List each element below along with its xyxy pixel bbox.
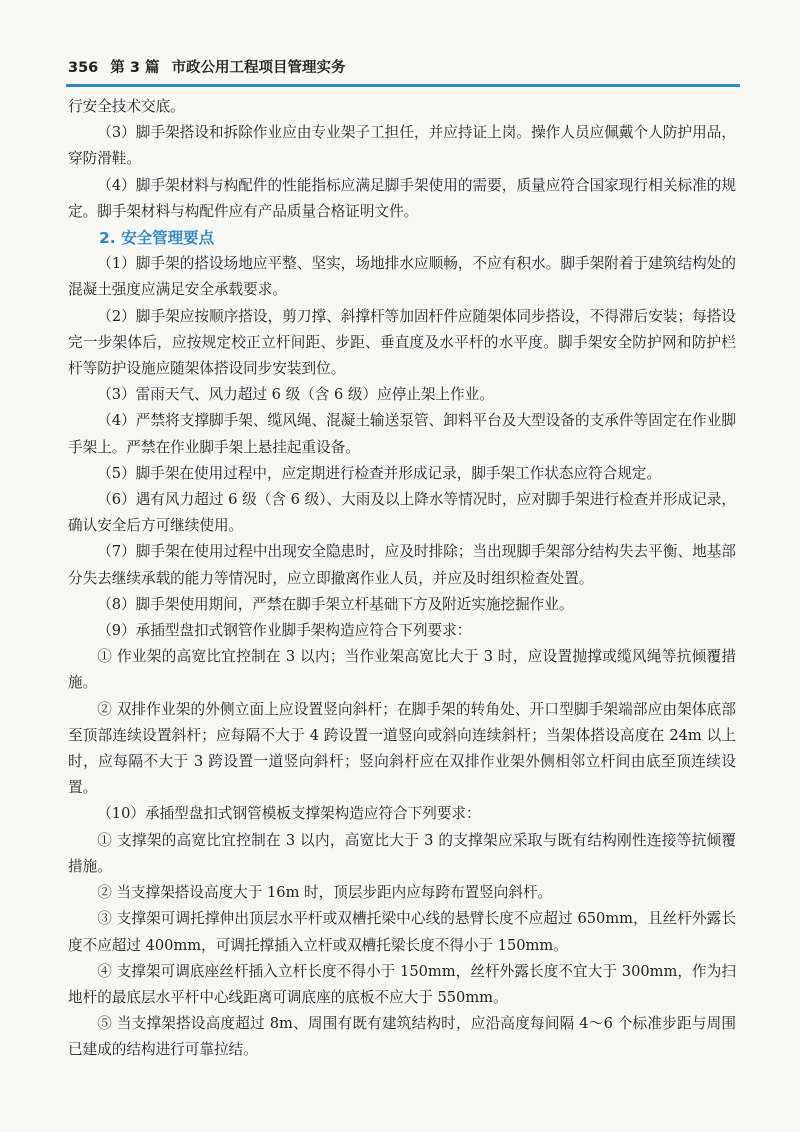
paragraph: （7）脚手架在使用过程中出现安全隐患时，应及时排除；当出现脚手架部分结构失去平衡、地基部分失去继续承载的能力等情况时，应立即撤离作业人员，并应及时组织检查处置。 xyxy=(68,543,736,587)
list-item: ③ 支撑架可调托撑伸出顶层水平杆或双槽托梁中心线的悬臂长度不应超过 650mm，且丝杆外露长度不应超过 400mm，可调托撑插入立杆或双槽托梁长度不得小于 150mm。 xyxy=(68,910,736,954)
paragraph: （8）脚手架使用期间，严禁在脚手架立杆基础下方及附近实施挖掘作业。 xyxy=(97,595,574,613)
list-item: ② 双排作业架的外侧立面上应设置竖向斜杆；在脚手架的转角处、开口型脚手架端部应由架体底部至顶部连续设置斜杆；应每隔不大于 4 跨设置一道竖向或斜向连续斜杆；当架体搭设高度在 24m 以上时，应每隔不大于 3 跨设置一道竖向斜杆；竖向斜杆应在双排作业架外侧相邻立杆间由底至顶连续设置。 xyxy=(68,700,736,797)
paragraph: （1）脚手架的搭设场地应平整、坚实，场地排水应顺畅，不应有积水。脚手架附着于建筑结构处的混凝土强度应满足安全承载要求。 xyxy=(68,255,736,299)
paragraph: （9）承插型盘扣式钢管作业脚手架构造应符合下列要求： xyxy=(97,622,472,640)
paragraph: （4）脚手架材料与构配件的性能指标应满足脚手架使用的需要，质量应符合国家现行相关标准的规定。脚手架材料与构配件应有产品质量合格证明文件。 xyxy=(68,176,736,220)
paragraph: （10）承插型盘扣式钢管模板支撑架构造应符合下列要求： xyxy=(97,805,481,823)
paragraph: （2）脚手架应按顺序搭设，剪刀撑、斜撑杆等加固杆件应随架体同步搭设，不得滞后安装；每搭设完一步架体后，应按规定校正立杆间距、步距、垂直度及水平杆的水平度。脚手架安全防护网和防护栏杆等防护设施应随架体搭设同步安装到位。 xyxy=(68,307,736,378)
page-header xyxy=(68,56,738,82)
chapter-label: 第 3 篇 xyxy=(110,60,160,76)
list-item: ① 支撑架的高宽比宜控制在 3 以内，高宽比大于 3 的支撑架应采取与既有结构刚性连接等抗倾覆措施。 xyxy=(68,831,736,875)
list-item: ② 当支撑架搭设高度大于 16m 时，顶层步距内应每跨布置竖向斜杆。 xyxy=(97,884,553,902)
paragraph: （3）脚手架搭设和拆除作业应由专业架子工担任，并应持证上岗。操作人员应佩戴个人防护用品，穿防滑鞋。 xyxy=(68,124,736,168)
list-item: ④ 支撑架可调底座丝杆插入立杆长度不得小于 150mm，丝杆外露长度不宜大于 300mm，作为扫地杆的最底层水平杆中心线距离可调底座的底板不应大于 550mm。 xyxy=(68,962,736,1006)
list-item: ① 作业架的高宽比宜控制在 3 以内；当作业架高宽比大于 3 时，应设置抛撑或缆风绳等抗倾覆措施。 xyxy=(68,648,736,692)
paragraph: （5）脚手架在使用过程中，应定期进行检查并形成记录，脚手架工作状态应符合规定。 xyxy=(97,464,662,482)
section-heading: 2. 安全管理要点 xyxy=(99,229,215,248)
page-body xyxy=(68,94,736,1064)
header-rule xyxy=(66,84,740,87)
page-number: 356 xyxy=(68,60,99,76)
list-item: ⑤ 当支撑架搭设高度超过 8m、周围有既有建筑结构时，应沿高度每间隔 4～6 个标准步距与周围已建成的结构进行可靠拉结。 xyxy=(68,1015,736,1059)
paragraph: （6）遇有风力超过 6 级（含 6 级）、大雨及以上降水等情况时，应对脚手架进行检查并形成记录，确认安全后方可继续使用。 xyxy=(68,491,736,535)
paragraph: （4）严禁将支撑脚手架、缆风绳、混凝土输送泵管、卸料平台及大型设备的支承件等固定在作业脚手架上。严禁在作业脚手架上悬挂起重设备。 xyxy=(68,412,736,456)
book-title: 市政公用工程项目管理实务 xyxy=(171,60,346,76)
paragraph: 行安全技术交底。 xyxy=(68,98,185,115)
paragraph: （3）雷雨天气、风力超过 6 级（含 6 级）应停止架上作业。 xyxy=(97,386,494,404)
